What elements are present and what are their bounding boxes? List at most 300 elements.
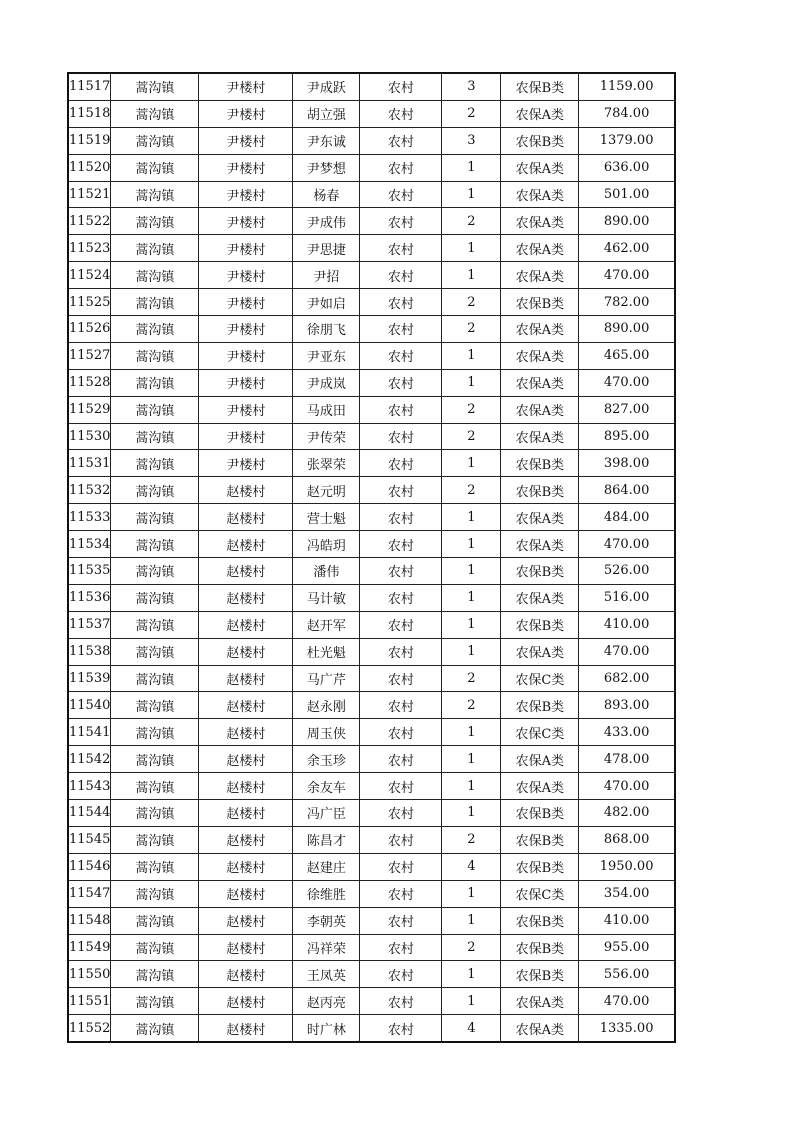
family-size-cell: 1 [442, 988, 501, 1015]
family-size-cell: 1 [442, 531, 501, 558]
amount-cell: 1950.00 [579, 853, 675, 880]
name-cell: 余玉珍 [293, 746, 360, 773]
table-row [68, 584, 675, 611]
serial-number-cell: 11547 [68, 880, 111, 907]
family-size-cell: 1 [442, 638, 501, 665]
category-cell: 农保A类 [501, 369, 579, 396]
household-type-cell: 农村 [360, 611, 442, 638]
table-row [68, 800, 675, 827]
serial-number-cell: 11523 [68, 235, 111, 262]
village-cell: 赵楼村 [199, 746, 293, 773]
name-cell: 尹亚东 [293, 342, 360, 369]
town-cell: 蒿沟镇 [111, 127, 199, 154]
family-size-cell: 1 [442, 450, 501, 477]
name-cell: 尹思捷 [293, 235, 360, 262]
town-cell: 蒿沟镇 [111, 262, 199, 289]
table-row [68, 934, 675, 961]
serial-number-cell: 11551 [68, 988, 111, 1015]
name-cell: 尹成岚 [293, 369, 360, 396]
serial-number-cell: 11550 [68, 961, 111, 988]
name-cell: 马成田 [293, 396, 360, 423]
amount-cell: 890.00 [579, 316, 675, 343]
category-cell: 农保B类 [501, 800, 579, 827]
category-cell: 农保B类 [501, 611, 579, 638]
village-cell: 赵楼村 [199, 584, 293, 611]
table-row [68, 181, 675, 208]
serial-number-cell: 11542 [68, 746, 111, 773]
category-cell: 农保A类 [501, 423, 579, 450]
household-type-cell: 农村 [360, 746, 442, 773]
serial-number-cell: 11522 [68, 208, 111, 235]
family-size-cell: 1 [442, 235, 501, 262]
family-size-cell: 2 [442, 826, 501, 853]
serial-number-cell: 11539 [68, 665, 111, 692]
household-type-cell: 农村 [360, 773, 442, 800]
name-cell: 徐维胜 [293, 880, 360, 907]
category-cell: 农保A类 [501, 988, 579, 1015]
category-cell: 农保B类 [501, 73, 579, 100]
family-size-cell: 4 [442, 1015, 501, 1042]
category-cell: 农保A类 [501, 100, 579, 127]
table-row [68, 773, 675, 800]
amount-cell: 462.00 [579, 235, 675, 262]
village-cell: 赵楼村 [199, 638, 293, 665]
serial-number-cell: 11549 [68, 934, 111, 961]
category-cell: 农保B类 [501, 826, 579, 853]
household-type-cell: 农村 [360, 208, 442, 235]
amount-cell: 433.00 [579, 719, 675, 746]
household-type-cell: 农村 [360, 127, 442, 154]
name-cell: 杨春 [293, 181, 360, 208]
table-row [68, 477, 675, 504]
village-cell: 尹楼村 [199, 342, 293, 369]
serial-number-cell: 11541 [68, 719, 111, 746]
family-size-cell: 2 [442, 665, 501, 692]
town-cell: 蒿沟镇 [111, 100, 199, 127]
table-row [68, 961, 675, 988]
family-size-cell: 1 [442, 611, 501, 638]
category-cell: 农保B类 [501, 127, 579, 154]
amount-cell: 784.00 [579, 100, 675, 127]
family-size-cell: 1 [442, 880, 501, 907]
village-cell: 尹楼村 [199, 450, 293, 477]
household-type-cell: 农村 [360, 289, 442, 316]
table-row [68, 208, 675, 235]
family-size-cell: 2 [442, 100, 501, 127]
serial-number-cell: 11537 [68, 611, 111, 638]
name-cell: 潘伟 [293, 558, 360, 585]
town-cell: 蒿沟镇 [111, 800, 199, 827]
village-cell: 赵楼村 [199, 558, 293, 585]
town-cell: 蒿沟镇 [111, 907, 199, 934]
amount-cell: 470.00 [579, 638, 675, 665]
village-cell: 尹楼村 [199, 235, 293, 262]
village-cell: 赵楼村 [199, 477, 293, 504]
serial-number-cell: 11527 [68, 342, 111, 369]
household-type-cell: 农村 [360, 181, 442, 208]
village-cell: 赵楼村 [199, 800, 293, 827]
family-size-cell: 2 [442, 423, 501, 450]
village-cell: 赵楼村 [199, 1015, 293, 1042]
category-cell: 农保B类 [501, 961, 579, 988]
name-cell: 胡立强 [293, 100, 360, 127]
serial-number-cell: 11528 [68, 369, 111, 396]
serial-number-cell: 11552 [68, 1015, 111, 1042]
category-cell: 农保A类 [501, 531, 579, 558]
category-cell: 农保C类 [501, 880, 579, 907]
name-cell: 冯皓玥 [293, 531, 360, 558]
table-row [68, 100, 675, 127]
table-row [68, 1015, 675, 1042]
category-cell: 农保A类 [501, 262, 579, 289]
family-size-cell: 1 [442, 369, 501, 396]
amount-cell: 1335.00 [579, 1015, 675, 1042]
document-sheet [67, 72, 676, 1043]
serial-number-cell: 11529 [68, 396, 111, 423]
village-cell: 赵楼村 [199, 665, 293, 692]
serial-number-cell: 11525 [68, 289, 111, 316]
town-cell: 蒿沟镇 [111, 638, 199, 665]
family-size-cell: 1 [442, 719, 501, 746]
name-cell: 时广林 [293, 1015, 360, 1042]
household-type-cell: 农村 [360, 584, 442, 611]
amount-cell: 482.00 [579, 800, 675, 827]
household-type-cell: 农村 [360, 531, 442, 558]
name-cell: 尹东诚 [293, 127, 360, 154]
category-cell: 农保A类 [501, 638, 579, 665]
serial-number-cell: 11544 [68, 800, 111, 827]
village-cell: 赵楼村 [199, 826, 293, 853]
name-cell: 营士魁 [293, 504, 360, 531]
amount-cell: 516.00 [579, 584, 675, 611]
town-cell: 蒿沟镇 [111, 531, 199, 558]
town-cell: 蒿沟镇 [111, 369, 199, 396]
town-cell: 蒿沟镇 [111, 961, 199, 988]
village-cell: 赵楼村 [199, 692, 293, 719]
village-cell: 尹楼村 [199, 100, 293, 127]
amount-cell: 470.00 [579, 773, 675, 800]
serial-number-cell: 11545 [68, 826, 111, 853]
household-type-cell: 农村 [360, 154, 442, 181]
amount-cell: 827.00 [579, 396, 675, 423]
village-cell: 赵楼村 [199, 961, 293, 988]
name-cell: 马计敏 [293, 584, 360, 611]
amount-cell: 470.00 [579, 531, 675, 558]
table-body [68, 73, 675, 1042]
family-size-cell: 3 [442, 127, 501, 154]
table-row [68, 611, 675, 638]
name-cell: 尹成跃 [293, 73, 360, 100]
village-cell: 赵楼村 [199, 880, 293, 907]
category-cell: 农保A类 [501, 342, 579, 369]
village-cell: 尹楼村 [199, 396, 293, 423]
household-type-cell: 农村 [360, 262, 442, 289]
serial-number-cell: 11536 [68, 584, 111, 611]
household-type-cell: 农村 [360, 934, 442, 961]
town-cell: 蒿沟镇 [111, 665, 199, 692]
serial-number-cell: 11548 [68, 907, 111, 934]
village-cell: 赵楼村 [199, 531, 293, 558]
serial-number-cell: 11532 [68, 477, 111, 504]
table-row [68, 531, 675, 558]
household-type-cell: 农村 [360, 423, 442, 450]
family-size-cell: 2 [442, 396, 501, 423]
amount-cell: 410.00 [579, 907, 675, 934]
household-type-cell: 农村 [360, 558, 442, 585]
family-size-cell: 2 [442, 477, 501, 504]
amount-cell: 470.00 [579, 262, 675, 289]
table-row [68, 289, 675, 316]
town-cell: 蒿沟镇 [111, 746, 199, 773]
category-cell: 农保A类 [501, 1015, 579, 1042]
name-cell: 赵开军 [293, 611, 360, 638]
name-cell: 周玉侠 [293, 719, 360, 746]
town-cell: 蒿沟镇 [111, 853, 199, 880]
village-cell: 尹楼村 [199, 181, 293, 208]
amount-cell: 470.00 [579, 369, 675, 396]
town-cell: 蒿沟镇 [111, 611, 199, 638]
town-cell: 蒿沟镇 [111, 719, 199, 746]
household-type-cell: 农村 [360, 342, 442, 369]
category-cell: 农保B类 [501, 450, 579, 477]
category-cell: 农保B类 [501, 289, 579, 316]
village-cell: 赵楼村 [199, 988, 293, 1015]
table-row [68, 450, 675, 477]
amount-cell: 893.00 [579, 692, 675, 719]
amount-cell: 1379.00 [579, 127, 675, 154]
household-type-cell: 农村 [360, 450, 442, 477]
name-cell: 张翠荣 [293, 450, 360, 477]
town-cell: 蒿沟镇 [111, 289, 199, 316]
family-size-cell: 1 [442, 961, 501, 988]
table-row [68, 342, 675, 369]
name-cell: 赵建庄 [293, 853, 360, 880]
amount-cell: 636.00 [579, 154, 675, 181]
household-type-cell: 农村 [360, 907, 442, 934]
amount-cell: 782.00 [579, 289, 675, 316]
amount-cell: 478.00 [579, 746, 675, 773]
table-row [68, 826, 675, 853]
household-type-cell: 农村 [360, 100, 442, 127]
amount-cell: 864.00 [579, 477, 675, 504]
table-row [68, 907, 675, 934]
village-cell: 赵楼村 [199, 773, 293, 800]
category-cell: 农保B类 [501, 692, 579, 719]
serial-number-cell: 11521 [68, 181, 111, 208]
village-cell: 尹楼村 [199, 73, 293, 100]
table-row [68, 880, 675, 907]
amount-cell: 484.00 [579, 504, 675, 531]
table-row [68, 154, 675, 181]
amount-cell: 890.00 [579, 208, 675, 235]
serial-number-cell: 11531 [68, 450, 111, 477]
village-cell: 赵楼村 [199, 934, 293, 961]
serial-number-cell: 11524 [68, 262, 111, 289]
category-cell: 农保A类 [501, 154, 579, 181]
name-cell: 李朝英 [293, 907, 360, 934]
name-cell: 陈昌才 [293, 826, 360, 853]
household-type-cell: 农村 [360, 316, 442, 343]
village-cell: 尹楼村 [199, 127, 293, 154]
serial-number-cell: 11546 [68, 853, 111, 880]
name-cell: 杜光魁 [293, 638, 360, 665]
serial-number-cell: 11538 [68, 638, 111, 665]
amount-cell: 556.00 [579, 961, 675, 988]
town-cell: 蒿沟镇 [111, 477, 199, 504]
table-row [68, 504, 675, 531]
town-cell: 蒿沟镇 [111, 880, 199, 907]
town-cell: 蒿沟镇 [111, 73, 199, 100]
household-type-cell: 农村 [360, 961, 442, 988]
family-size-cell: 1 [442, 262, 501, 289]
household-type-cell: 农村 [360, 692, 442, 719]
benefit-table [67, 72, 676, 1043]
village-cell: 尹楼村 [199, 369, 293, 396]
category-cell: 农保B类 [501, 853, 579, 880]
serial-number-cell: 11519 [68, 127, 111, 154]
table-row [68, 127, 675, 154]
household-type-cell: 农村 [360, 638, 442, 665]
town-cell: 蒿沟镇 [111, 423, 199, 450]
town-cell: 蒿沟镇 [111, 342, 199, 369]
village-cell: 赵楼村 [199, 719, 293, 746]
category-cell: 农保A类 [501, 396, 579, 423]
serial-number-cell: 11540 [68, 692, 111, 719]
amount-cell: 501.00 [579, 181, 675, 208]
town-cell: 蒿沟镇 [111, 450, 199, 477]
household-type-cell: 农村 [360, 73, 442, 100]
household-type-cell: 农村 [360, 826, 442, 853]
village-cell: 尹楼村 [199, 423, 293, 450]
category-cell: 农保A类 [501, 208, 579, 235]
family-size-cell: 1 [442, 746, 501, 773]
family-size-cell: 2 [442, 934, 501, 961]
village-cell: 尹楼村 [199, 289, 293, 316]
table-row [68, 988, 675, 1015]
table-row [68, 396, 675, 423]
category-cell: 农保B类 [501, 934, 579, 961]
category-cell: 农保B类 [501, 907, 579, 934]
town-cell: 蒿沟镇 [111, 558, 199, 585]
village-cell: 尹楼村 [199, 208, 293, 235]
town-cell: 蒿沟镇 [111, 584, 199, 611]
table-row [68, 638, 675, 665]
category-cell: 农保A类 [501, 746, 579, 773]
household-type-cell: 农村 [360, 665, 442, 692]
name-cell: 尹如启 [293, 289, 360, 316]
family-size-cell: 2 [442, 316, 501, 343]
family-size-cell: 1 [442, 342, 501, 369]
household-type-cell: 农村 [360, 504, 442, 531]
name-cell: 王凤英 [293, 961, 360, 988]
village-cell: 尹楼村 [199, 154, 293, 181]
category-cell: 农保A类 [501, 181, 579, 208]
village-cell: 赵楼村 [199, 853, 293, 880]
town-cell: 蒿沟镇 [111, 773, 199, 800]
table-row [68, 692, 675, 719]
name-cell: 余友车 [293, 773, 360, 800]
serial-number-cell: 11526 [68, 316, 111, 343]
amount-cell: 1159.00 [579, 73, 675, 100]
household-type-cell: 农村 [360, 396, 442, 423]
name-cell: 冯广臣 [293, 800, 360, 827]
category-cell: 农保A类 [501, 235, 579, 262]
household-type-cell: 农村 [360, 853, 442, 880]
table-row [68, 665, 675, 692]
village-cell: 赵楼村 [199, 907, 293, 934]
amount-cell: 470.00 [579, 988, 675, 1015]
town-cell: 蒿沟镇 [111, 316, 199, 343]
table-row [68, 73, 675, 100]
town-cell: 蒿沟镇 [111, 692, 199, 719]
amount-cell: 526.00 [579, 558, 675, 585]
town-cell: 蒿沟镇 [111, 934, 199, 961]
table-row [68, 316, 675, 343]
family-size-cell: 1 [442, 558, 501, 585]
household-type-cell: 农村 [360, 880, 442, 907]
category-cell: 农保A类 [501, 773, 579, 800]
serial-number-cell: 11534 [68, 531, 111, 558]
amount-cell: 682.00 [579, 665, 675, 692]
family-size-cell: 1 [442, 773, 501, 800]
amount-cell: 868.00 [579, 826, 675, 853]
household-type-cell: 农村 [360, 988, 442, 1015]
amount-cell: 955.00 [579, 934, 675, 961]
amount-cell: 465.00 [579, 342, 675, 369]
family-size-cell: 2 [442, 289, 501, 316]
family-size-cell: 1 [442, 504, 501, 531]
category-cell: 农保C类 [501, 719, 579, 746]
serial-number-cell: 11530 [68, 423, 111, 450]
serial-number-cell: 11520 [68, 154, 111, 181]
name-cell: 马广芹 [293, 665, 360, 692]
family-size-cell: 1 [442, 907, 501, 934]
table-row [68, 262, 675, 289]
category-cell: 农保B类 [501, 477, 579, 504]
town-cell: 蒿沟镇 [111, 826, 199, 853]
amount-cell: 398.00 [579, 450, 675, 477]
family-size-cell: 1 [442, 154, 501, 181]
town-cell: 蒿沟镇 [111, 504, 199, 531]
category-cell: 农保A类 [501, 316, 579, 343]
table-row [68, 423, 675, 450]
name-cell: 徐朋飞 [293, 316, 360, 343]
town-cell: 蒿沟镇 [111, 396, 199, 423]
table-row [68, 746, 675, 773]
table-row [68, 719, 675, 746]
village-cell: 赵楼村 [199, 504, 293, 531]
name-cell: 尹梦想 [293, 154, 360, 181]
town-cell: 蒿沟镇 [111, 1015, 199, 1042]
table-row [68, 853, 675, 880]
family-size-cell: 2 [442, 208, 501, 235]
serial-number-cell: 11535 [68, 558, 111, 585]
family-size-cell: 1 [442, 181, 501, 208]
category-cell: 农保A类 [501, 504, 579, 531]
name-cell: 尹传荣 [293, 423, 360, 450]
town-cell: 蒿沟镇 [111, 208, 199, 235]
name-cell: 赵元明 [293, 477, 360, 504]
household-type-cell: 农村 [360, 477, 442, 504]
town-cell: 蒿沟镇 [111, 235, 199, 262]
name-cell: 赵丙亮 [293, 988, 360, 1015]
household-type-cell: 农村 [360, 800, 442, 827]
amount-cell: 410.00 [579, 611, 675, 638]
name-cell: 冯祥荣 [293, 934, 360, 961]
family-size-cell: 1 [442, 584, 501, 611]
family-size-cell: 3 [442, 73, 501, 100]
name-cell: 赵永刚 [293, 692, 360, 719]
